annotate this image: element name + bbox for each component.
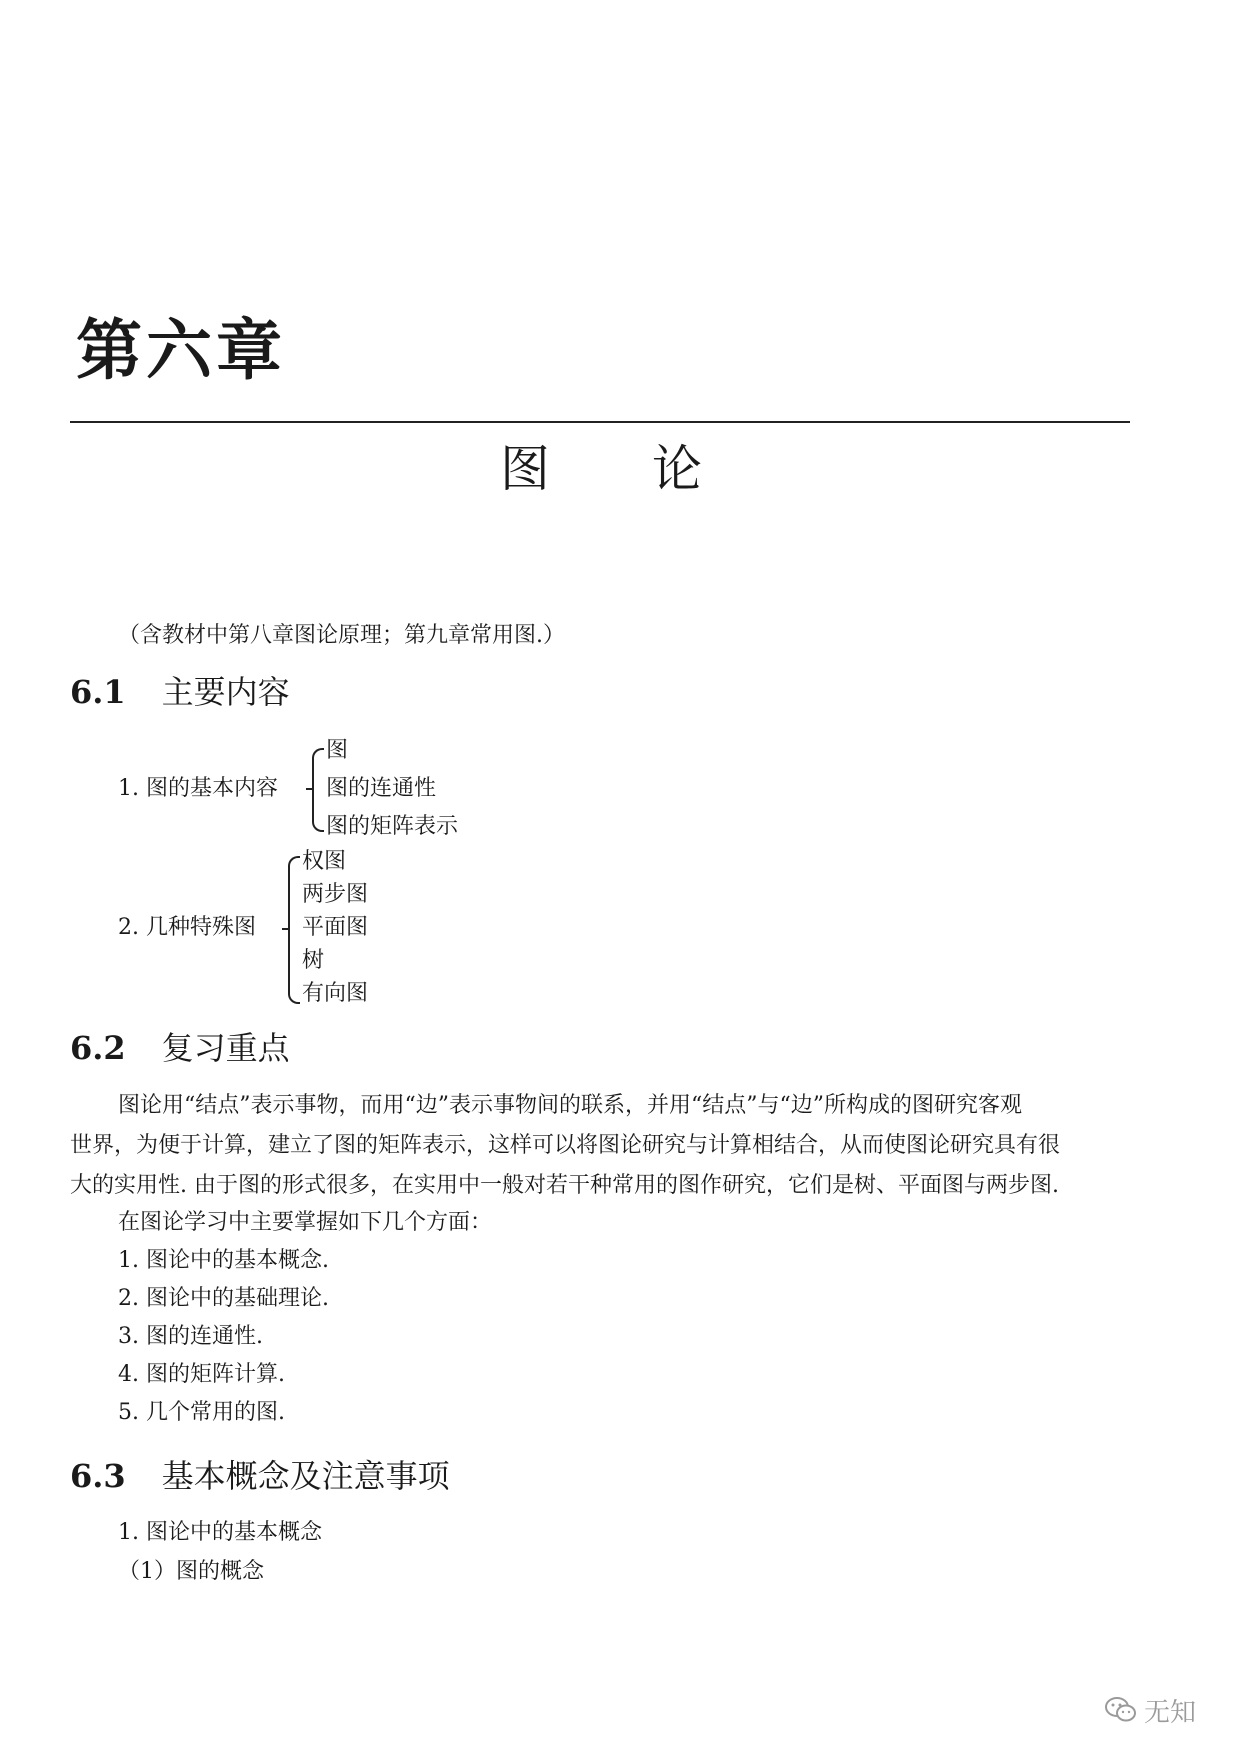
list-item-2: 2. 图论中的基础理论. bbox=[118, 1286, 329, 1311]
outline-brace-2-tip bbox=[282, 928, 290, 930]
section-title: 主要内容 bbox=[161, 673, 290, 711]
watermark-text: 无知 bbox=[1144, 1698, 1197, 1728]
chapter-note: （含教材中第八章图论原理；第九章常用图.） bbox=[118, 623, 565, 648]
list-item-5: 5. 几个常用的图. bbox=[118, 1400, 285, 1425]
chapter-subtitle-char-2: 论 bbox=[652, 440, 702, 498]
paragraph-line-3: 大的实用性. 由于图的形式很多，在实用中一般对若干种常用的图作研究，它们是树、平面图与两步图. bbox=[70, 1173, 1059, 1198]
chapter-title: 第六章 bbox=[76, 312, 286, 389]
outline-group-2-item-1: 权图 bbox=[302, 849, 347, 874]
outline-brace-2 bbox=[288, 856, 300, 1004]
outline-group-2-item-2: 两步图 bbox=[302, 882, 369, 907]
outline-group-1-label: 1. 图的基本内容 bbox=[118, 776, 278, 801]
list-item-4: 4. 图的矩阵计算. bbox=[118, 1362, 285, 1387]
section-number: 6.3 bbox=[70, 1457, 126, 1495]
outline-brace-1-tip bbox=[306, 788, 314, 790]
list-item-3: 3. 图的连通性. bbox=[118, 1324, 263, 1349]
subsection-item-1: 1. 图论中的基本概念 bbox=[118, 1520, 322, 1545]
section-number: 6.2 bbox=[70, 1029, 126, 1067]
outline-group-2-item-5: 有向图 bbox=[302, 981, 369, 1006]
paragraph-intro: 在图论学习中主要掌握如下几个方面： bbox=[118, 1210, 493, 1235]
section-heading-6-3 bbox=[70, 1457, 450, 1495]
subsection-sub-1: （1）图的概念 bbox=[118, 1559, 264, 1584]
outline-group-1-item-3: 图的矩阵表示 bbox=[326, 814, 459, 839]
chapter-divider bbox=[70, 421, 1130, 423]
section-number: 6.1 bbox=[70, 673, 126, 711]
watermark bbox=[1104, 1692, 1196, 1731]
outline-group-1-item-2: 图的连通性 bbox=[326, 776, 437, 801]
paragraph-line-1: 图论用“结点”表示事物，而用“边”表示事物间的联系，并用“结点”与“边”所构成的图研究客观 bbox=[118, 1093, 1022, 1118]
section-title: 复习重点 bbox=[161, 1029, 290, 1067]
outline-group-2-label: 2. 几种特殊图 bbox=[118, 915, 256, 940]
outline-group-2-item-3: 平面图 bbox=[302, 915, 369, 940]
section-heading-6-1 bbox=[70, 673, 290, 711]
wechat-icon bbox=[1104, 1696, 1138, 1731]
outline-group-2-item-4: 树 bbox=[302, 948, 325, 973]
section-heading-6-2 bbox=[70, 1029, 290, 1067]
list-item-1: 1. 图论中的基本概念. bbox=[118, 1248, 329, 1273]
section-title: 基本概念及注意事项 bbox=[161, 1457, 450, 1495]
chapter-subtitle-char-1: 图 bbox=[500, 440, 550, 498]
outline-group-1-item-1: 图 bbox=[326, 738, 349, 763]
paragraph-line-2: 世界，为便于计算，建立了图的矩阵表示，这样可以将图论研究与计算相结合，从而使图论研究具有很 bbox=[70, 1133, 1061, 1158]
outline-brace-1 bbox=[312, 748, 324, 832]
